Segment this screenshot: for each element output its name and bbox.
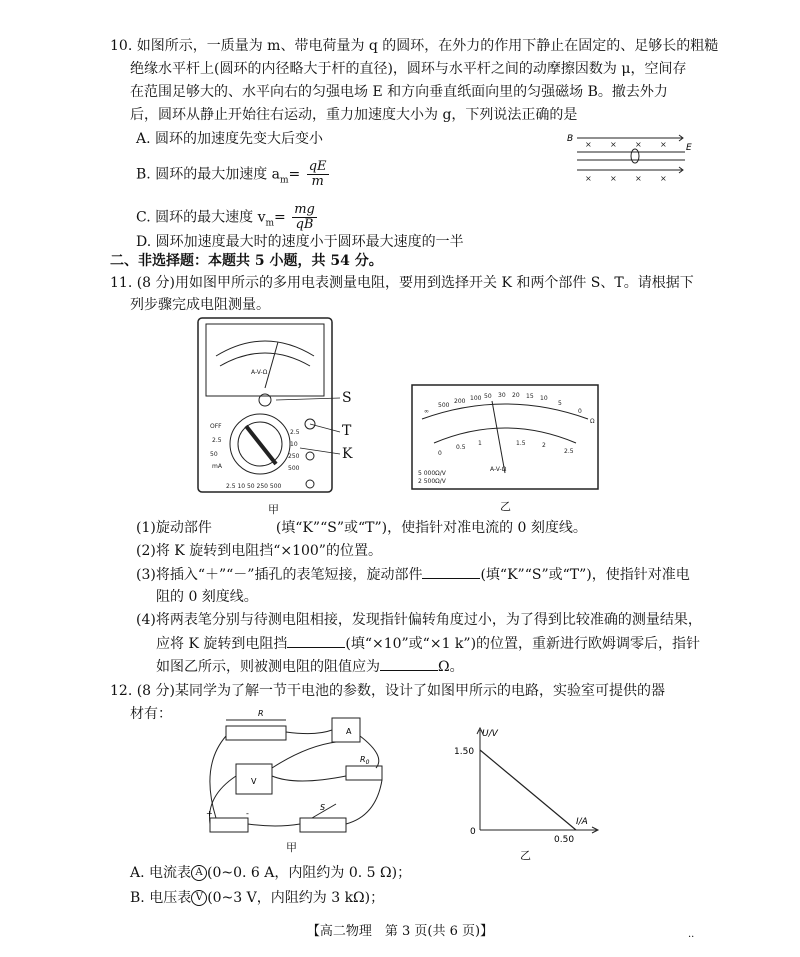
ring bbox=[631, 149, 639, 163]
svg-text:×: × bbox=[610, 140, 617, 149]
svg-text:30: 30 bbox=[498, 392, 506, 399]
meter-mid-label: A-V-Ω bbox=[251, 369, 268, 376]
resistor-r0 bbox=[346, 766, 382, 780]
svg-text:Ω: Ω bbox=[590, 418, 595, 425]
label-s: S bbox=[342, 390, 352, 406]
svg-text:20: 20 bbox=[512, 392, 520, 399]
q11-step-2: (2)将 K 旋转到电阻挡“×100”的位置。 bbox=[136, 543, 382, 559]
ui-graph bbox=[448, 724, 608, 844]
page-footer: 【高二物理 第 3 页(共 6 页)】 bbox=[306, 924, 494, 939]
svg-text:0: 0 bbox=[438, 450, 442, 457]
svg-text:1.5: 1.5 bbox=[516, 440, 526, 447]
q12-option-b: B. 电压表 V (0~3 V，内阻约为 3 kΩ)； bbox=[130, 890, 385, 906]
svg-text:10: 10 bbox=[540, 395, 548, 402]
svg-text:×: × bbox=[585, 174, 592, 183]
q11-line-2: 列步骤完成电阻测量。 bbox=[130, 297, 270, 313]
x-tick-label: 0.50 bbox=[554, 835, 575, 844]
q10-line-4: 后，圆环从静止开始往右运动，重力加速度大小为 g，下列说法正确的是 bbox=[130, 107, 578, 123]
svg-text:0.5: 0.5 bbox=[456, 444, 466, 451]
rheostat bbox=[226, 726, 286, 740]
meter-callouts bbox=[270, 390, 370, 470]
q10-option-c: C. 圆环的最大速度 $v_m=$ $\frac{mg}{qB}$ bbox=[136, 202, 315, 232]
origin-label: 0 bbox=[470, 827, 476, 837]
svg-text:2.5: 2.5 bbox=[212, 437, 222, 444]
caption-yi: 乙 bbox=[500, 500, 511, 513]
battery bbox=[210, 818, 248, 832]
answer-blank[interactable] bbox=[287, 633, 345, 648]
current-scale-arc bbox=[434, 428, 576, 443]
data-line bbox=[480, 750, 576, 830]
svg-text:2: 2 bbox=[542, 442, 546, 449]
svg-text:200: 200 bbox=[454, 398, 466, 405]
switch bbox=[300, 818, 346, 832]
section-heading: 二、非选择题：本题共 5 小题，共 54 分。 bbox=[110, 253, 383, 269]
svg-text:250: 250 bbox=[288, 453, 300, 460]
x-axis-label: I/A bbox=[576, 817, 588, 827]
svg-text:A-V-Ω: A-V-Ω bbox=[490, 466, 507, 473]
q11-step-4-cont2: 如图乙所示，则被测电阻的阻值应为 Ω。 bbox=[156, 656, 464, 677]
q10-option-d: D. 圆环加速度最大时的速度小于圆环最大速度的一半 bbox=[136, 234, 464, 250]
svg-text:2.5: 2.5 bbox=[290, 429, 300, 436]
e-field-label: E bbox=[686, 143, 692, 153]
q10-line-3: 在范围足够大的、水平向右的匀强电场 E 和方向垂直纸面向里的匀强磁场 B。撤去外力 bbox=[130, 84, 668, 100]
meter-face-figure bbox=[410, 383, 600, 491]
svg-text:50: 50 bbox=[210, 451, 218, 458]
q12-line-1: 12. (8 分)某同学为了解一节干电池的参数，设计了如图甲所示的电路，实验室可提供的器 bbox=[110, 683, 665, 699]
label-r: R bbox=[258, 709, 264, 718]
svg-text:OFF: OFF bbox=[210, 423, 222, 430]
caption-jia: 甲 bbox=[268, 503, 279, 516]
caption-jia-12: 甲 bbox=[286, 841, 297, 854]
label-minus: - bbox=[246, 809, 249, 818]
svg-text:100: 100 bbox=[470, 395, 482, 402]
scale-arc bbox=[216, 341, 314, 356]
q10-line-1: 10. 如图所示，一质量为 m、带电荷量为 q 的圆环，在外力的作用下静止在固定的、足够长的粗糙 bbox=[110, 38, 719, 54]
label-k: K bbox=[342, 446, 353, 462]
q10-option-a: A. 圆环的加速度先变大后变小 bbox=[136, 131, 324, 147]
jack bbox=[306, 480, 314, 488]
svg-text:2.5: 2.5 bbox=[564, 448, 574, 455]
q11-step-1: (1)旋动部件 (填“K”“S”或“T”)，使指针对准电流的 0 刻度线。 bbox=[136, 520, 587, 536]
answer-blank[interactable] bbox=[422, 564, 480, 579]
label-a: A bbox=[346, 727, 352, 736]
q10-option-b: B. 圆环的最大加速度 $a_m=$ $\frac{qE}{m}$ bbox=[136, 159, 327, 189]
label-s: S bbox=[320, 803, 326, 812]
corner-mark: ·· bbox=[688, 932, 695, 943]
svg-text:2 500Ω/V: 2 500Ω/V bbox=[418, 478, 446, 485]
q11-step-3-cont: 阻的 0 刻度线。 bbox=[156, 589, 258, 605]
caption-yi-12: 乙 bbox=[520, 849, 531, 862]
y-tick-label: 1.50 bbox=[454, 747, 475, 757]
svg-text:500: 500 bbox=[438, 402, 450, 409]
svg-text:1: 1 bbox=[478, 440, 482, 447]
q10-field-diagram bbox=[565, 128, 695, 186]
voltmeter-symbol: V bbox=[191, 890, 207, 906]
meter-window bbox=[206, 324, 324, 396]
label-plus: + bbox=[206, 809, 213, 818]
q11-step-3: (3)将插入“＋”“－”插孔的表笔短接，旋动部件 (填“K”“S”或“T”)，使指针对准电 bbox=[136, 564, 690, 585]
q11-line-1: 11. (8 分)用如图甲所示的多用电表测量电阻，要用到选择开关 K 和两个部件 S、T。请根据下 bbox=[110, 275, 694, 291]
svg-text:5 000Ω/V: 5 000Ω/V bbox=[418, 470, 446, 477]
svg-text:×: × bbox=[660, 140, 667, 149]
answer-blank[interactable] bbox=[380, 656, 438, 671]
svg-text:0: 0 bbox=[578, 408, 582, 415]
label-t: T bbox=[342, 423, 352, 439]
svg-text:15: 15 bbox=[526, 393, 534, 400]
ammeter-symbol: A bbox=[191, 865, 207, 881]
svg-text:10: 10 bbox=[290, 441, 298, 448]
label-r0: $R_0$ bbox=[360, 755, 370, 766]
svg-text:×: × bbox=[585, 140, 592, 149]
svg-text:×: × bbox=[610, 174, 617, 183]
svg-text:50: 50 bbox=[484, 393, 492, 400]
b-field-label: B bbox=[567, 134, 574, 144]
y-axis-label: U/V bbox=[482, 729, 498, 739]
q12-line-2: 材有： bbox=[130, 706, 172, 722]
svg-text:∞: ∞ bbox=[424, 408, 429, 415]
svg-text:×: × bbox=[660, 174, 667, 183]
svg-text:mA: mA bbox=[212, 463, 222, 470]
label-v: V bbox=[251, 777, 257, 786]
q12-option-a: A. 电流表 A (0~0. 6 A，内阻约为 0. 5 Ω)； bbox=[130, 865, 412, 881]
scale-arc bbox=[220, 353, 310, 366]
circuit-figure bbox=[196, 706, 396, 856]
svg-text:×: × bbox=[635, 174, 642, 183]
q11-step-4: (4)将两表笔分别与待测电阻相接，发现指针偏转角度过小，为了得到比较准确的测量结果， bbox=[136, 612, 702, 628]
needle bbox=[492, 401, 505, 473]
svg-text:5: 5 bbox=[558, 400, 562, 407]
q11-step-4-cont: 应将 K 旋转到电阻挡 (填“×10”或“×1 k”)的位置，重新进行欧姆调零后，指针 bbox=[156, 633, 700, 654]
svg-text:500: 500 bbox=[288, 465, 300, 472]
q10-line-2: 绝缘水平杆上(圆环的内径略大于杆的直径)，圆环与水平杆之间的动摩擦因数为 μ，空间存 bbox=[130, 61, 687, 77]
svg-text:2.5 10 50 250 500: 2.5 10 50 250 500 bbox=[226, 483, 282, 490]
svg-text:×: × bbox=[635, 140, 642, 149]
needle bbox=[265, 342, 278, 388]
